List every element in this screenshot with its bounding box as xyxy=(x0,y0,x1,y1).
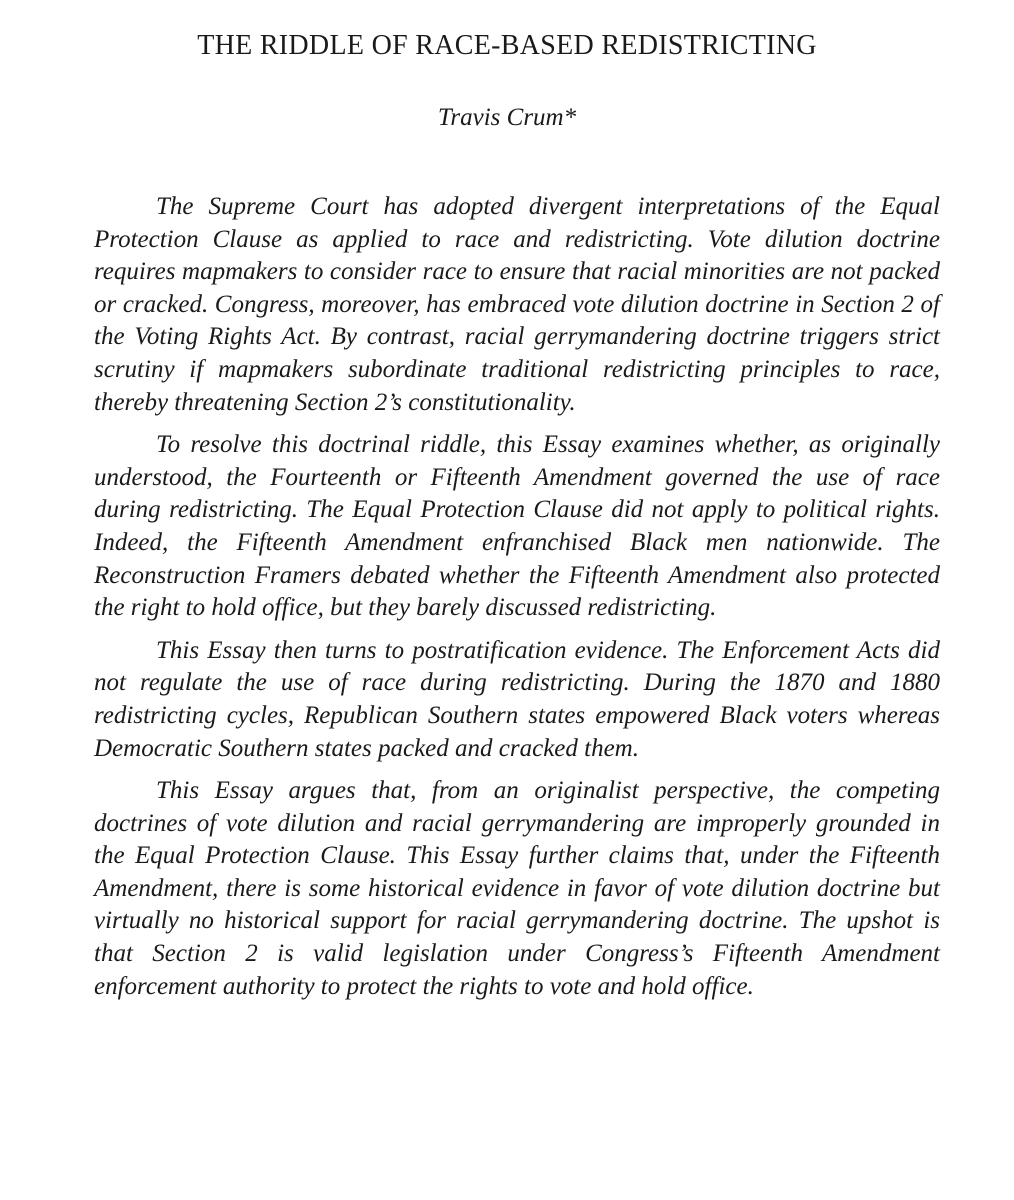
abstract-paragraph-2: To resolve this doctrinal riddle, this Essay examines whether, as originally understood, the Fourteenth or Fifteenth Amendment governed the use of race during redistricting. The Equal Protection Clause did not apply to political rights. Indeed, the Fifteenth Amendment enfranchised Black men nationwide. The Reconstruction Framers debated whether the Fifteenth Amendment also protected the right to hold office, but they barely discussed redistricting. xyxy=(94,431,940,622)
abstract-paragraph-3: This Essay then turns to postratification evidence. The Enforcement Acts did not regulate the use of race during redistricting. During the 1870 and 1880 redistricting cycles, Republican Southern states empowered Black voters whereas Democratic Southern states packed and cracked them. xyxy=(94,636,940,762)
article-title: THE RIDDLE OF RACE-BASED REDISTRICTING xyxy=(197,30,817,61)
author-name: Travis Crum* xyxy=(437,104,577,131)
abstract-paragraph-1: The Supreme Court has adopted divergent interpretations of the Equal Protection Clause as applied to race and redistricting. Vote dilution doctrine requires mapmakers to consider race to ensure that racial minorities are not packed or cracked. Congress, moreover, has embraced vote dilution doctrine in Section 2 of the Voting Rights Act. By contrast, racial gerrymandering doctrine triggers strict scrutiny if mapmakers subordinate traditional redistricting principles to race, thereby threatening Section 2’s constitutionality. xyxy=(94,193,940,416)
abstract-paragraph-4: This Essay argues that, from an originalist perspective, the competing doctrines of vote dilution and racial gerrymandering are improperly grounded in the Equal Protection Clause. This Essay further claims that, under the Fifteenth Amendment, there is some historical evidence in favor of vote dilution doctrine but virtually no historical support for racial gerrymandering doctrine. The upshot is that Section 2 is valid legislation under Congress’s Fifteenth Amendment enforcement authority to protect the rights to vote and hold office. xyxy=(94,777,940,1000)
abstract xyxy=(94,191,940,1003)
